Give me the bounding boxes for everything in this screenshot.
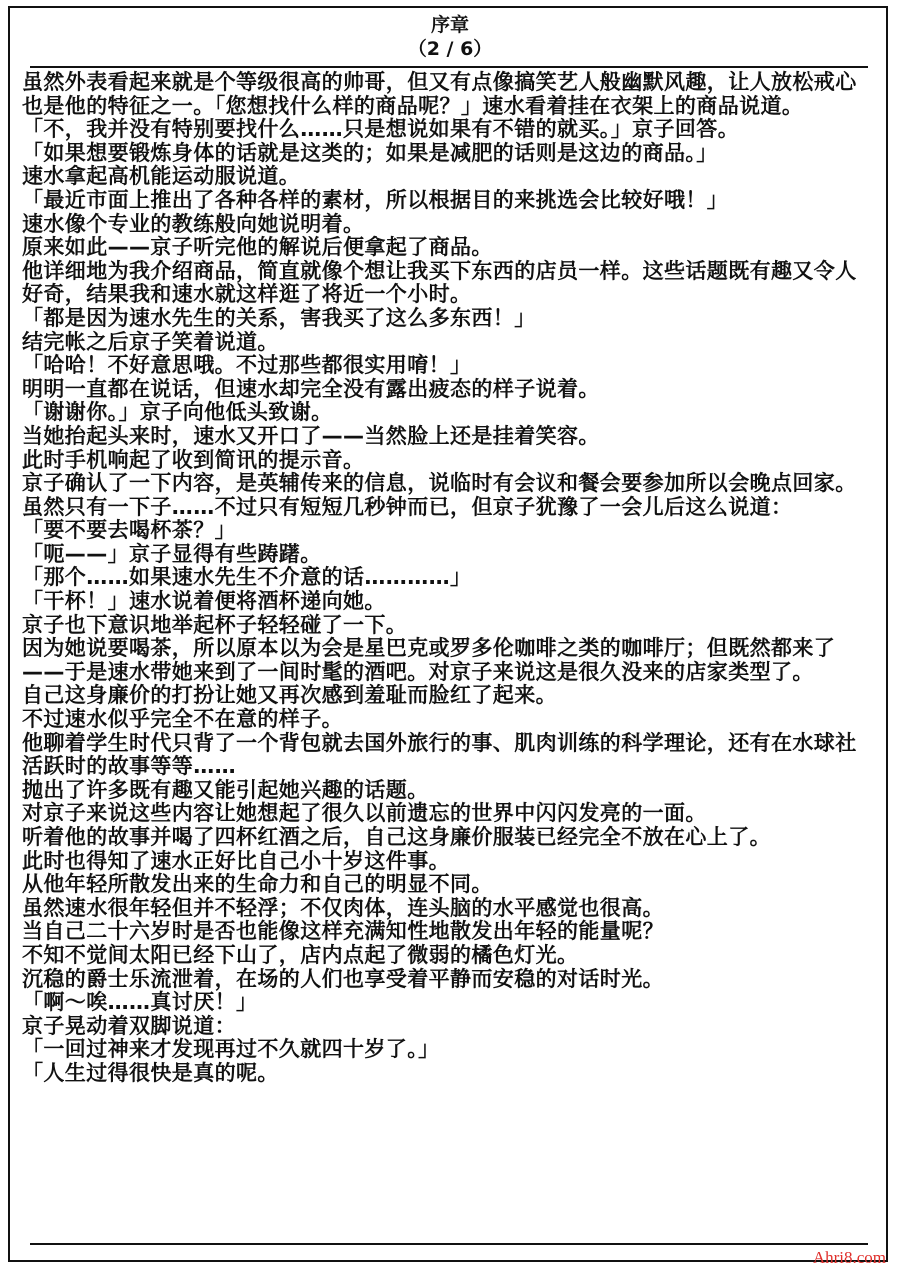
paragraph: 当自己二十六岁时是否也能像这样充满知性地散发出年轻的能量呢？ — [22, 919, 664, 944]
paragraph: 京子晃动着双脚说道： — [22, 1013, 236, 1038]
paragraph: 沉稳的爵士乐流泄着，在场的人们也享受着平静而安稳的对话时光。 — [22, 966, 664, 991]
header-divider — [30, 66, 868, 68]
paragraph: 明明一直都在说话，但速水却完全没有露出疲态的样子说着。 — [22, 376, 600, 401]
chapter-body — [22, 71, 872, 1086]
paragraph: 「干杯！」速水说着便将酒杯递向她。 — [22, 589, 386, 614]
watermark-logo: Ahri8.com — [812, 1248, 886, 1267]
paragraph: 京子也下意识地举起杯子轻轻碰了一下。 — [22, 612, 408, 637]
footer-divider — [30, 1243, 868, 1245]
paragraph: 虽然外表看起来就是个等级很高的帅哥，但又有点像搞笑艺人般幽默风趣，让人放松戒心也是他的特征之一。「您想找什么样的商品呢？」速水看着挂在衣架上的商品说道。 — [22, 70, 857, 118]
paragraph: 「呃——」京子显得有些踌躇。 — [22, 541, 322, 566]
paragraph: 「如果想要锻炼身体的话就是这类的；如果是减肥的话则是这边的商品。」 — [22, 140, 718, 165]
paragraph: 「都是因为速水先生的关系，害我买了这么多东西！」 — [22, 305, 536, 330]
paragraph: 「不，我并没有特别要找什么……只是想说如果有不错的就买。」京子回答。 — [22, 117, 740, 142]
paragraph: 不过速水似乎完全不在意的样子。 — [22, 707, 343, 732]
paragraph: 当她抬起头来时，速水又开口了——当然脸上还是挂着笑容。 — [22, 423, 600, 448]
paragraph: 「人生过得很快是真的呢。 — [22, 1060, 279, 1085]
paragraph: 结完帐之后京子笑着说道。 — [22, 329, 279, 354]
paragraph: 抛出了许多既有趣又能引起她兴趣的话题。 — [22, 777, 429, 802]
page-indicator: （2 / 6） — [407, 38, 493, 60]
paragraph: 「那个……如果速水先生不介意的话…………」 — [22, 565, 472, 590]
paragraph: 「最近市面上推出了各种各样的素材，所以根据目的来挑选会比较好哦！」 — [22, 187, 729, 212]
paragraph: 自己这身廉价的打扮让她又再次感到羞耻而脸红了起来。 — [22, 683, 557, 708]
paragraph: 「要不要去喝杯茶？」 — [22, 518, 236, 543]
paragraph: 此时手机响起了收到简讯的提示音。 — [22, 447, 365, 472]
paragraph: 京子确认了一下内容，是英辅传来的信息，说临时有会议和餐会要参加所以会晚点回家。虽然只有一下子……不过只有短短几秒钟而已，但京子犹豫了一会儿后这么说道： — [22, 471, 857, 519]
paragraph: 「哈哈！不好意思哦。不过那些都很实用唷！」 — [22, 353, 472, 378]
paragraph: 「啊～唉……真讨厌！」 — [22, 990, 258, 1015]
paragraph: 速水拿起高机能运动服说道。 — [22, 164, 301, 189]
paragraph: 原来如此——京子听完他的解说后便拿起了商品。 — [22, 235, 493, 260]
paragraph: 他详细地为我介绍商品，简直就像个想让我买下东西的店员一样。这些话题既有趣又令人好奇，结果我和速水就这样逛了将近一个小时。 — [22, 258, 857, 307]
paragraph: 此时也得知了速水正好比自己小十岁这件事。 — [22, 848, 450, 873]
paragraph: 听着他的故事并喝了四杯红酒之后，自己这身廉价服装已经完全不放在心上了。 — [22, 825, 771, 849]
paragraph: 从他年轻所散发出来的生命力和自己的明显不同。 — [22, 872, 493, 897]
paragraph: 不知不觉间太阳已经下山了，店内点起了微弱的橘色灯光。 — [22, 942, 579, 967]
paragraph: 虽然速水很年轻但并不轻浮；不仅肉体，连头脑的水平感觉也很高。 — [22, 895, 664, 920]
paragraph: 对京子来说这些内容让她想起了很久以前遗忘的世界中闪闪发亮的一面。 — [22, 801, 707, 826]
paragraph: 因为她说要喝茶，所以原本以为会是星巴克或罗多伦咖啡之类的咖啡厅；但既然都来了——于是速水带她来到了一间时髦的酒吧。对京子来说这是很久没来的店家类型了。 — [22, 636, 836, 684]
chapter-title: 序章 — [430, 14, 469, 36]
paragraph: 他聊着学生时代只背了一个背包就去国外旅行的事、肌肉训练的科学理论，还有在水球社活跃时的故事等等…… — [22, 730, 857, 779]
paragraph: 速水像个专业的教练般向她说明着。 — [22, 211, 365, 236]
paragraph: 「一回过神来才发现再过不久就四十岁了。」 — [22, 1037, 440, 1062]
paragraph: 「谢谢你。」京子向他低头致谢。 — [22, 400, 333, 425]
